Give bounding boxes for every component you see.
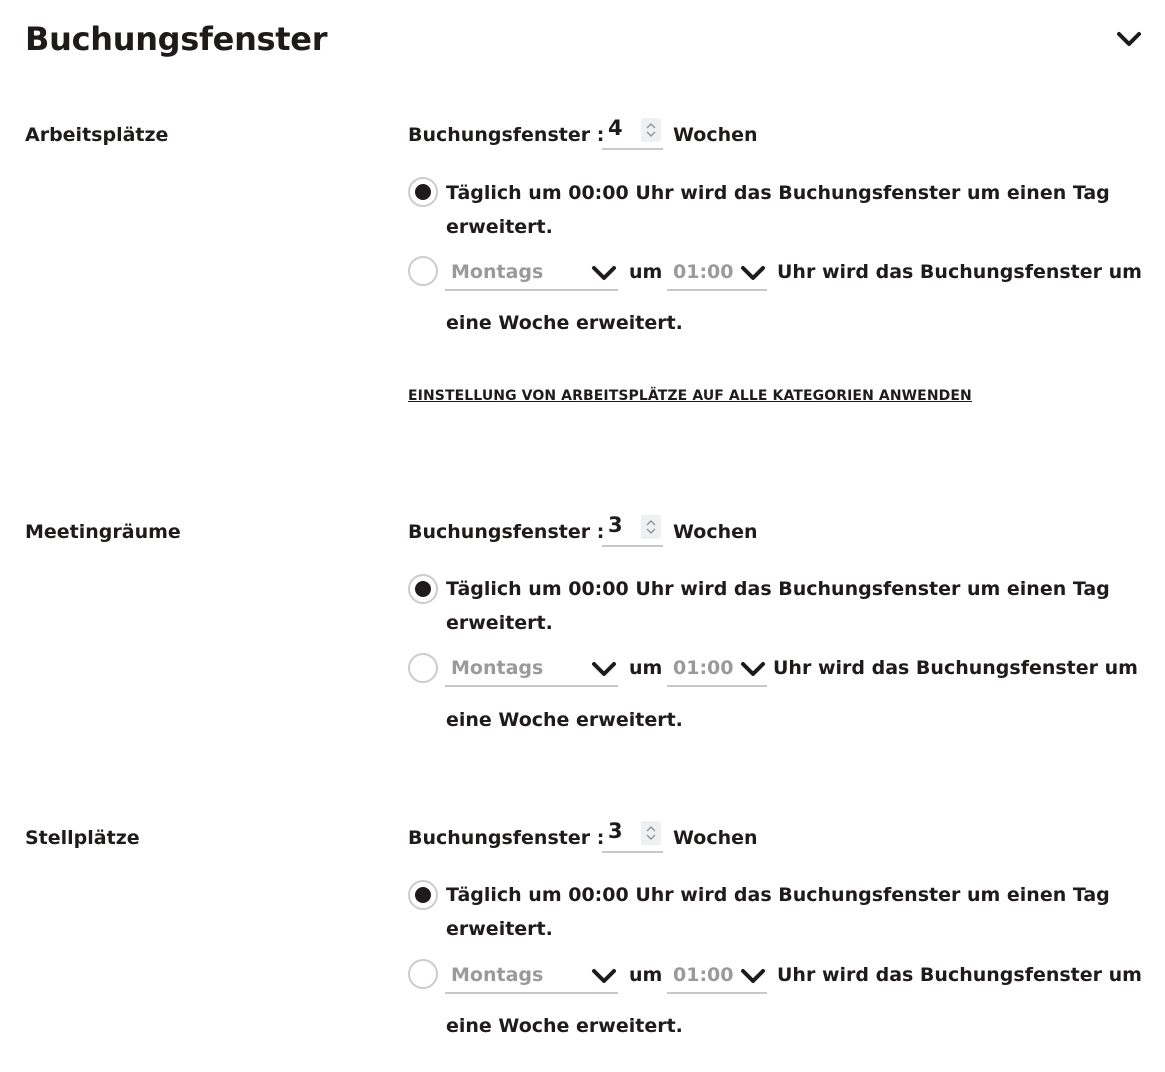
chevron-down-icon [590, 260, 618, 286]
daily-option-radio[interactable] [408, 574, 438, 604]
um-label: um [629, 657, 663, 679]
chevron-down-icon [739, 260, 767, 286]
booking-window-weeks-input[interactable] [602, 819, 663, 853]
page-title: Buchungsfenster [25, 20, 328, 58]
weekly-option-text-line2: eine Woche erweitert. [446, 1015, 683, 1037]
weekly-option-text-line1: Uhr wird das Buchungsfenster um [777, 964, 1142, 986]
weeks-label: Wochen [673, 521, 758, 543]
booking-window-label: Buchungsfenster : [408, 827, 605, 849]
booking-window-weeks-input[interactable] [602, 513, 663, 547]
weekly-option-radio[interactable] [408, 256, 438, 286]
weekly-option-radio[interactable] [408, 959, 438, 989]
category-label: Arbeitsplätze [25, 124, 169, 146]
weekly-option-text-line2: eine Woche erweitert. [446, 709, 683, 731]
weekly-option-text-line2: eine Woche erweitert. [446, 312, 683, 334]
daily-option-text-line1: Täglich um 00:00 Uhr wird das Buchungsfenster um einen Tag [446, 182, 1110, 204]
weekday-select[interactable] [445, 255, 618, 291]
time-select[interactable] [667, 651, 767, 687]
booking-window-label: Buchungsfenster : [408, 521, 605, 543]
weeks-label: Wochen [673, 827, 758, 849]
daily-option-text-line1: Täglich um 00:00 Uhr wird das Buchungsfenster um einen Tag [446, 884, 1110, 906]
daily-option-text-line2: erweitert. [446, 612, 553, 634]
collapse-button[interactable] [1113, 24, 1145, 54]
spinner-icon[interactable] [641, 118, 661, 142]
time-select-value: 01:00 [673, 657, 734, 679]
um-label: um [629, 964, 663, 986]
chevron-down-icon [739, 963, 767, 989]
category-section-meetingraeume [0, 513, 1165, 741]
daily-option-text-line2: erweitert. [446, 918, 553, 940]
um-label: um [629, 261, 663, 283]
booking-window-label: Buchungsfenster : [408, 124, 605, 146]
booking-window-weeks-value: 3 [608, 819, 623, 843]
daily-option-text-line2: erweitert. [446, 216, 553, 238]
category-section-arbeitsplaetze [0, 116, 1165, 414]
section-header [25, 18, 1145, 68]
daily-option-text-line1: Täglich um 00:00 Uhr wird das Buchungsfenster um einen Tag [446, 578, 1110, 600]
category-label: Stellplätze [25, 827, 140, 849]
weekday-select-value: Montags [451, 657, 544, 679]
spinner-icon[interactable] [641, 821, 661, 845]
time-select-value: 01:00 [673, 261, 734, 283]
time-select-value: 01:00 [673, 964, 734, 986]
category-label: Meetingräume [25, 521, 181, 543]
spinner-icon[interactable] [641, 515, 661, 539]
weekday-select-value: Montags [451, 261, 544, 283]
chevron-down-icon [590, 656, 618, 682]
category-section-stellplaetze [0, 819, 1165, 1057]
weekday-select[interactable] [445, 651, 618, 687]
daily-option-radio[interactable] [408, 880, 438, 910]
booking-window-weeks-value: 4 [608, 116, 623, 140]
chevron-down-icon [590, 963, 618, 989]
booking-window-weeks-value: 3 [608, 513, 623, 537]
daily-option-radio[interactable] [408, 177, 438, 207]
weekly-option-radio[interactable] [408, 653, 438, 683]
weekday-select[interactable] [445, 958, 618, 994]
time-select[interactable] [667, 958, 767, 994]
weeks-label: Wochen [673, 124, 758, 146]
weekly-option-text-line1: Uhr wird das Buchungsfenster um [773, 657, 1138, 679]
chevron-down-icon [739, 656, 767, 682]
time-select[interactable] [667, 255, 767, 291]
weekly-option-text-line1: Uhr wird das Buchungsfenster um [777, 261, 1142, 283]
booking-window-weeks-input[interactable] [602, 116, 663, 150]
weekday-select-value: Montags [451, 964, 544, 986]
apply-to-all-categories-link[interactable]: EINSTELLUNG VON ARBEITSPLÄTZE AUF ALLE KATEGORIEN ANWENDEN [408, 388, 972, 404]
chevron-down-icon [1113, 24, 1145, 54]
